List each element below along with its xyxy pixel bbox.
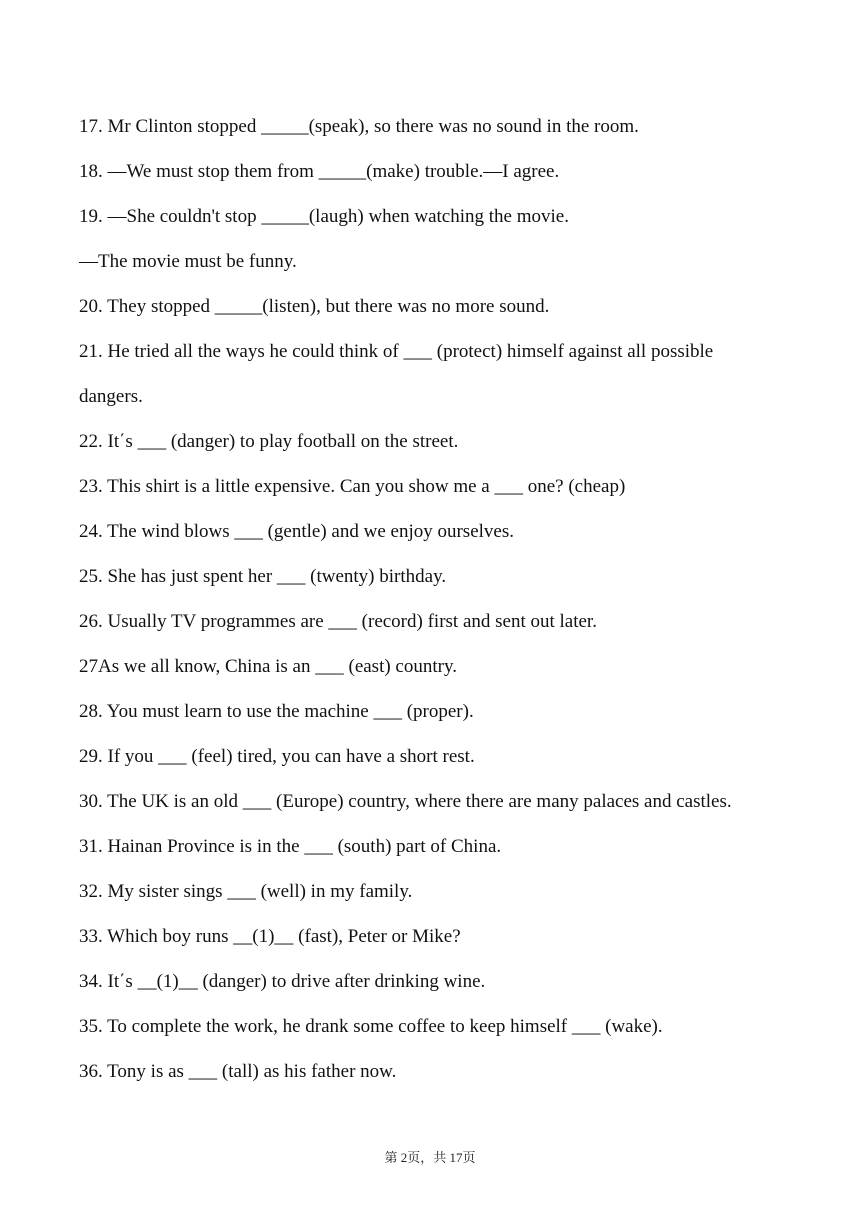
question-line-20: 20. They stopped _____(listen), but there was no more sound.: [79, 296, 550, 317]
question-list: [79, 112, 799, 1102]
question-line-27: 27As we all know, China is an ___ (east) country.: [79, 656, 457, 677]
question-line-17: 17. Mr Clinton stopped _____(speak), so there was no sound in the room.: [79, 116, 639, 137]
page-footer: 第 2页，共 17页: [384, 1150, 476, 1165]
question-line-26: 26. Usually TV programmes are ___ (record) first and sent out later.: [79, 611, 597, 632]
question-line-22: 22. It΄s ___ (danger) to play football on the street.: [79, 431, 459, 452]
question-line-24: 24. The wind blows ___ (gentle) and we enjoy ourselves.: [79, 521, 514, 542]
question-line-21: 21. He tried all the ways he could think of ___ (protect) himself against all possible: [79, 341, 714, 362]
question-line-19-response: —The movie must be funny.: [79, 251, 297, 272]
question-line-25: 25. She has just spent her ___ (twenty) birthday.: [79, 566, 447, 587]
question-line-32: 32. My sister sings ___ (well) in my family.: [79, 881, 413, 902]
question-line-31: 31. Hainan Province is in the ___ (south) part of China.: [79, 836, 502, 857]
question-line-36: 36. Tony is as ___ (tall) as his father now.: [79, 1061, 397, 1082]
question-line-28: 28. You must learn to use the machine ___ (proper).: [79, 701, 474, 722]
question-line-33: 33. Which boy runs __(1)__ (fast), Peter or Mike?: [79, 926, 461, 947]
question-line-30: 30. The UK is an old ___ (Europe) country, where there are many palaces and castles.: [79, 791, 732, 812]
question-line-34: 34. It΄s __(1)__ (danger) to drive after drinking wine.: [79, 971, 486, 992]
question-line-18: 18. —We must stop them from _____(make) trouble.—I agree.: [79, 161, 560, 182]
question-line-29: 29. If you ___ (feel) tired, you can have a short rest.: [79, 746, 475, 767]
question-line-21-continuation: dangers.: [79, 386, 143, 407]
question-line-19: 19. —She couldn't stop _____(laugh) when watching the movie.: [79, 206, 569, 227]
question-line-23: 23. This shirt is a little expensive. Can you show me a ___ one? (cheap): [79, 476, 626, 497]
question-line-35: 35. To complete the work, he drank some coffee to keep himself ___ (wake).: [79, 1016, 663, 1037]
